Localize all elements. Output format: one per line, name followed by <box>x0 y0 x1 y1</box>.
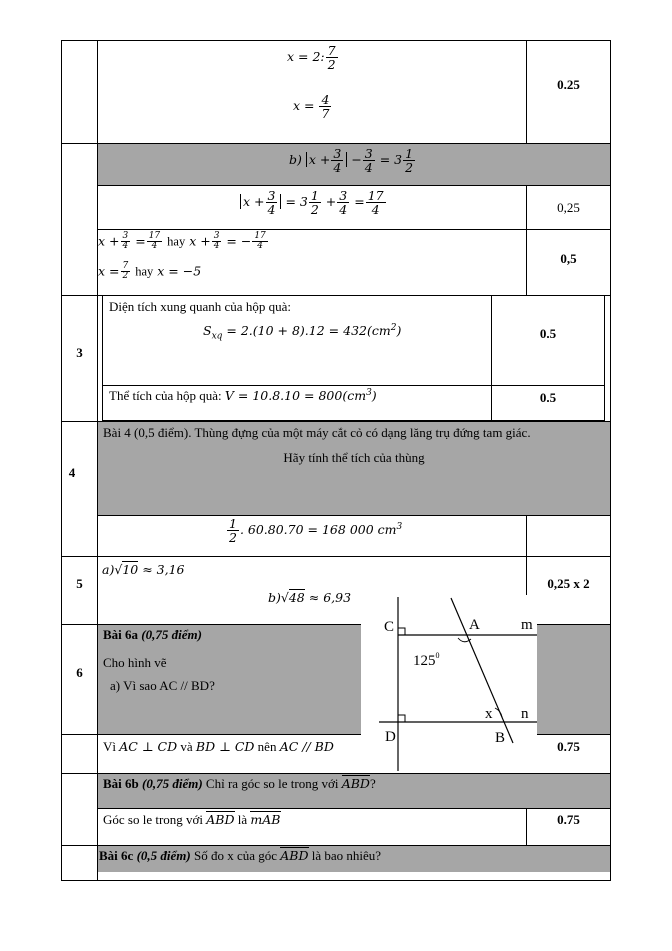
row1-score: 0.25 <box>557 77 580 92</box>
row6-title: Bài 6a (0,75 điểm) <box>103 627 202 642</box>
row6-given: Cho hình vẽ <box>103 655 167 670</box>
row-line-185 <box>97 185 611 186</box>
label-d: D <box>385 729 396 745</box>
row-line-515 <box>97 515 611 516</box>
row3-lateral-formula: $S_{xq} = 2.(10 + 8).12 = 432(cm^2)$ <box>203 323 402 342</box>
row3-lateral-score: 0.5 <box>539 326 557 341</box>
row3-volume: Thể tích của hộp quà: $V = 10.8.10 = 800(cm^3)$ <box>109 388 377 404</box>
row4-subtitle: Hãy tính thể tích của thùng <box>283 450 425 465</box>
label-m: m <box>521 617 533 633</box>
row4-title: Bài 4 (0,5 điểm). Thùng đựng của một máy cắt cỏ có dạng lăng trụ đứng tam giác. <box>103 425 531 440</box>
row-line-773 <box>61 773 611 774</box>
label-n: n <box>521 706 529 722</box>
row6-number: 6 <box>76 665 83 680</box>
label-a: A <box>469 617 480 633</box>
row-line-624 <box>61 624 361 625</box>
label-c: C <box>384 619 395 635</box>
row5-part-a: a)√10 ≈ 3,16 <box>102 562 185 577</box>
row-line-422 <box>61 421 611 422</box>
row-line-624b <box>527 624 611 625</box>
row-line-845 <box>61 845 611 846</box>
row6-answer: Vì AC ⊥ CD và BD ⊥ CD nên AC // BD <box>103 739 334 754</box>
geometry-figure <box>361 595 537 773</box>
row1-line2: x = $\frac{4}{7}$ <box>293 92 330 122</box>
row3-inner-right <box>604 295 605 421</box>
row2-step1: x + $\frac{3}{4}$ = 3 $\frac{1}{2}$ + $\frac{3}{4}$ = $\frac{17}{4}$ <box>240 189 387 216</box>
row1-line1: x = 2: $\frac{7}{2}$ <box>287 43 336 73</box>
row2-question: b) x + $\frac{3}{4}$ − $\frac{3}{4}$ = 3 $\frac{1}{2}$ <box>289 146 414 176</box>
table-top-border <box>61 40 611 41</box>
row5-part-b: b)√48 ≈ 6,93 <box>268 590 352 605</box>
label-b: B <box>495 730 506 746</box>
label-angle: $125^0$ <box>413 651 440 669</box>
row-line-229 <box>97 229 611 230</box>
row3-volume-score: 0.5 <box>539 390 557 405</box>
row2-step1-score: 0,25 <box>557 200 580 215</box>
row4-answer: $\frac{1}{2}$ . 60.80.70 = 168 000 $cm^3$ <box>229 516 403 546</box>
row3-inner-mid-line <box>102 385 605 386</box>
row-line-734b <box>527 734 611 735</box>
row6-score: 0.75 <box>557 739 580 754</box>
table-bottom-border <box>61 880 611 881</box>
row-line-734 <box>61 734 371 735</box>
row-line-143 <box>61 143 611 144</box>
label-x: x <box>485 706 493 722</box>
row6b-score: 0.75 <box>557 812 580 827</box>
row5-score: 0,25 x 2 <box>547 576 590 591</box>
row-line-295 <box>61 295 611 296</box>
row6b-title: Bài 6b (0,75 điểm) Chỉ ra góc so le trong với ABD? <box>103 776 376 791</box>
row3-lateral-label: Diện tích xung quanh của hộp quà: <box>109 299 291 314</box>
table-left-border <box>61 40 62 881</box>
row3-inner-left <box>102 295 103 421</box>
row3-number: 3 <box>76 345 83 360</box>
row6c-title: Bài 6c (0,5 điểm) Số đo x của góc ABD là bao nhiêu? <box>99 848 382 863</box>
row-line-808 <box>97 808 611 809</box>
row4-number: 4 <box>68 465 76 480</box>
row-line-556 <box>61 556 611 557</box>
row2-step2-score: 0,5 <box>560 251 577 266</box>
row6-question: a) Vì sao AC // BD? <box>110 678 215 693</box>
row5-number: 5 <box>76 576 83 591</box>
row6b-answer: Góc so le trong với ABD là mAB <box>103 812 281 827</box>
row2-step2b: x = $\frac{7}{2}$ hay x = −5 <box>98 261 202 282</box>
row6-title-band-right <box>527 624 610 734</box>
row2-step2a: x + $\frac{3}{4}$ = $\frac{17}{4}$ hay x + $\frac{3}{4}$ = − $\frac{17}{4}$ <box>98 231 266 252</box>
table-right-border <box>610 40 611 881</box>
